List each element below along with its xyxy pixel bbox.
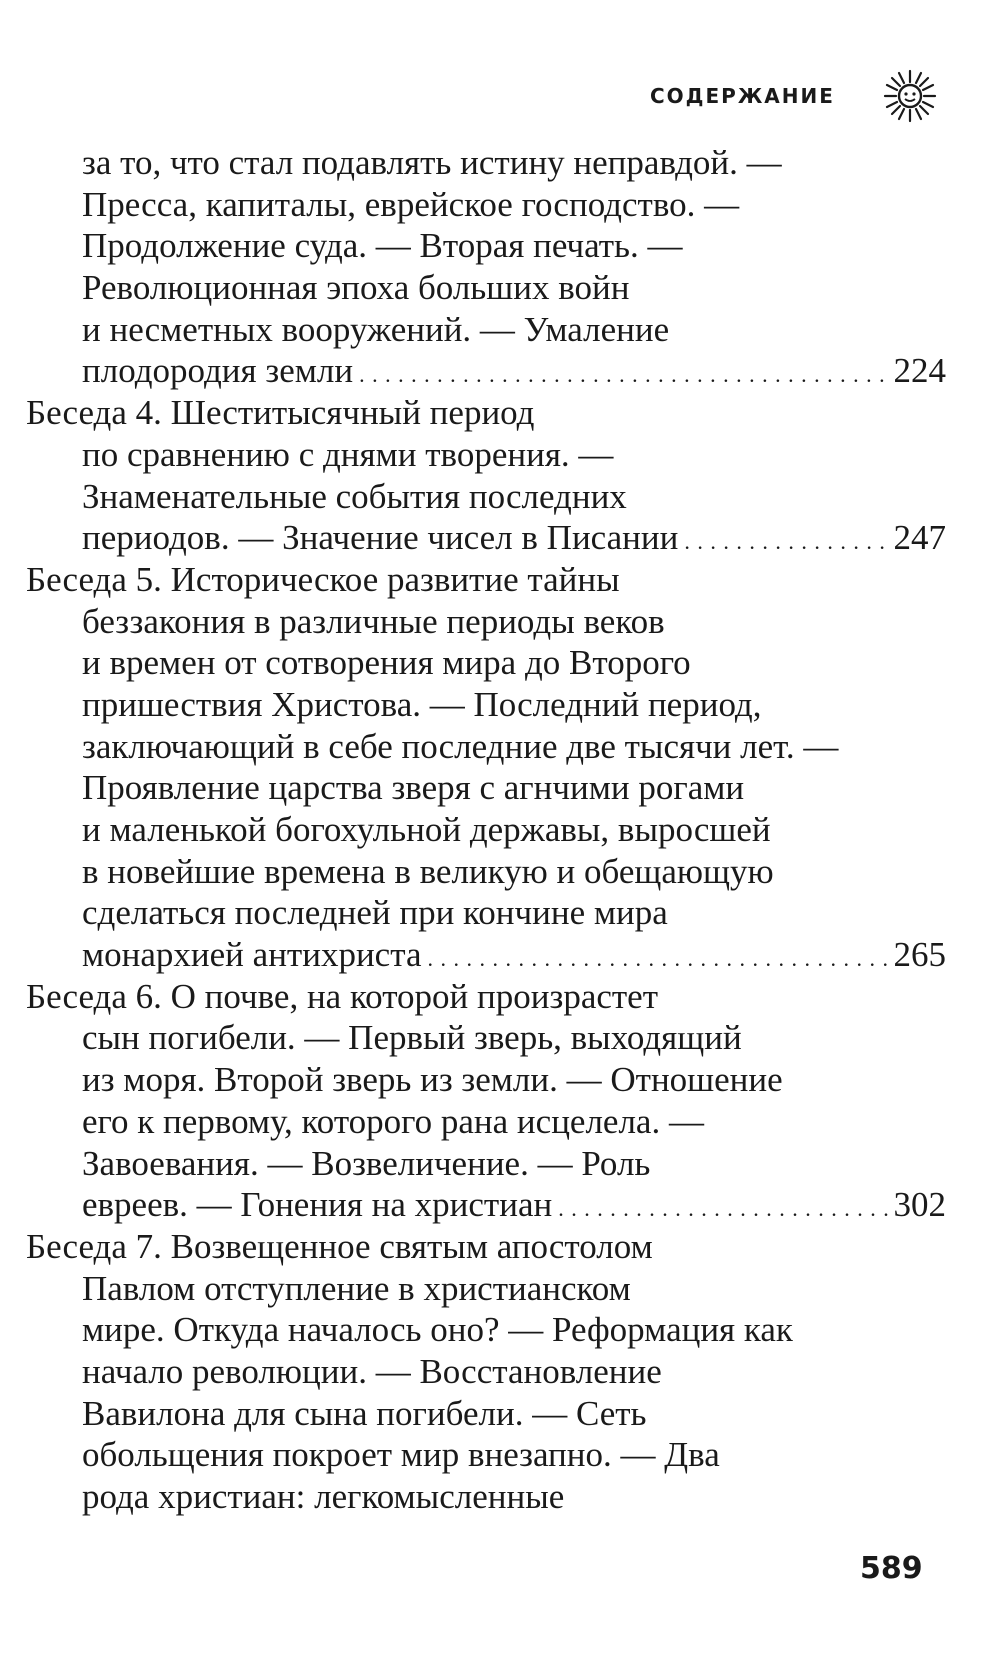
- running-head: [650, 78, 940, 118]
- toc-line: Завоевания. — Возвеличение. — Роль: [82, 1143, 651, 1183]
- toc-entry-title: Беседа 5. Историческое развитие тайны: [26, 559, 620, 599]
- toc-entry-title: Беседа 4. Шеститысячный период: [26, 393, 535, 433]
- table-of-contents: [26, 142, 946, 1518]
- toc-line: плодородия земли: [82, 351, 354, 391]
- toc-line: мире. Откуда началось оно? — Реформация как: [82, 1310, 793, 1350]
- toc-line: периодов. — Значение чисел в Писании: [82, 518, 679, 558]
- toc-line: сын погибели. — Первый зверь, выходящий: [82, 1018, 742, 1058]
- dot-leader: [558, 1188, 887, 1230]
- toc-entry: [26, 976, 946, 1226]
- toc-line: начало революции. — Восстановление: [82, 1351, 662, 1391]
- toc-line-with-page: [26, 934, 946, 976]
- toc-line: Вавилона для сына погибели. — Сеть: [82, 1393, 647, 1433]
- toc-line: Павлом отступление в христианском: [82, 1268, 631, 1308]
- toc-line: пришествия Христова. — Последний период,: [82, 684, 762, 724]
- toc-line: сделаться последней при кончине мира: [82, 893, 668, 933]
- toc-line: беззакония в различные периоды веков: [82, 601, 665, 641]
- page-folio-number: 589: [860, 1551, 923, 1586]
- toc-line: Революционная эпоха больших войн: [82, 268, 630, 308]
- toc-line: евреев. — Гонения на христиан: [82, 1185, 553, 1225]
- toc-line: монархией антихриста: [82, 935, 422, 975]
- page-number: 247: [893, 518, 946, 558]
- toc-line: и несметных вооружений. — Умаление: [82, 309, 670, 349]
- toc-line: Знаменательные события последних: [82, 476, 627, 516]
- dot-leader: [359, 354, 887, 396]
- sun-ornament-icon: [882, 68, 938, 124]
- toc-line: его к первому, которого рана исцелела. —: [82, 1101, 704, 1141]
- toc-entry: [26, 392, 946, 559]
- running-head-title: СОДЕРЖАНИЕ: [650, 84, 835, 108]
- toc-line: и маленькой богохульной державы, выросшей: [82, 810, 771, 849]
- toc-line-with-page: [26, 350, 946, 392]
- toc-line: рода христиан: легкомысленные: [82, 1477, 565, 1516]
- page-number: 224: [893, 351, 946, 391]
- toc-line: Пресса, капиталы, еврейское господство. —: [82, 184, 740, 224]
- toc-line: Проявление царства зверя с агнчими рогами: [82, 768, 745, 808]
- toc-entry-title: Беседа 6. О почве, на которой произрастет: [26, 976, 659, 1016]
- toc-entry: [26, 142, 946, 392]
- toc-line: из моря. Второй зверь из земли. — Отношение: [82, 1060, 783, 1100]
- toc-entry: [26, 559, 946, 976]
- toc-line: по сравнению с днями творения. —: [82, 434, 614, 474]
- toc-line: Продолжение суда. — Вторая печать. —: [82, 226, 683, 266]
- toc-line-with-page: [26, 517, 946, 559]
- page-number: 302: [893, 1185, 946, 1225]
- dot-leader: [684, 521, 887, 563]
- page-number: 265: [893, 935, 946, 975]
- toc-entry: [26, 1226, 946, 1518]
- toc-line: обольщения покроет мир внезапно. — Два: [82, 1435, 720, 1475]
- toc-line: в новейшие времена в великую и обещающую: [82, 851, 774, 891]
- toc-line: за то, что стал подавлять истину неправдой. —: [82, 143, 782, 182]
- toc-line: заключающий в себе последние две тысячи лет. —: [82, 726, 839, 766]
- toc-line-with-page: [26, 1184, 946, 1226]
- toc-entry-title: Беседа 7. Возвещенное святым апостолом: [26, 1226, 653, 1266]
- dot-leader: [427, 938, 887, 980]
- toc-line: и времен от сотворения мира до Второго: [82, 643, 691, 683]
